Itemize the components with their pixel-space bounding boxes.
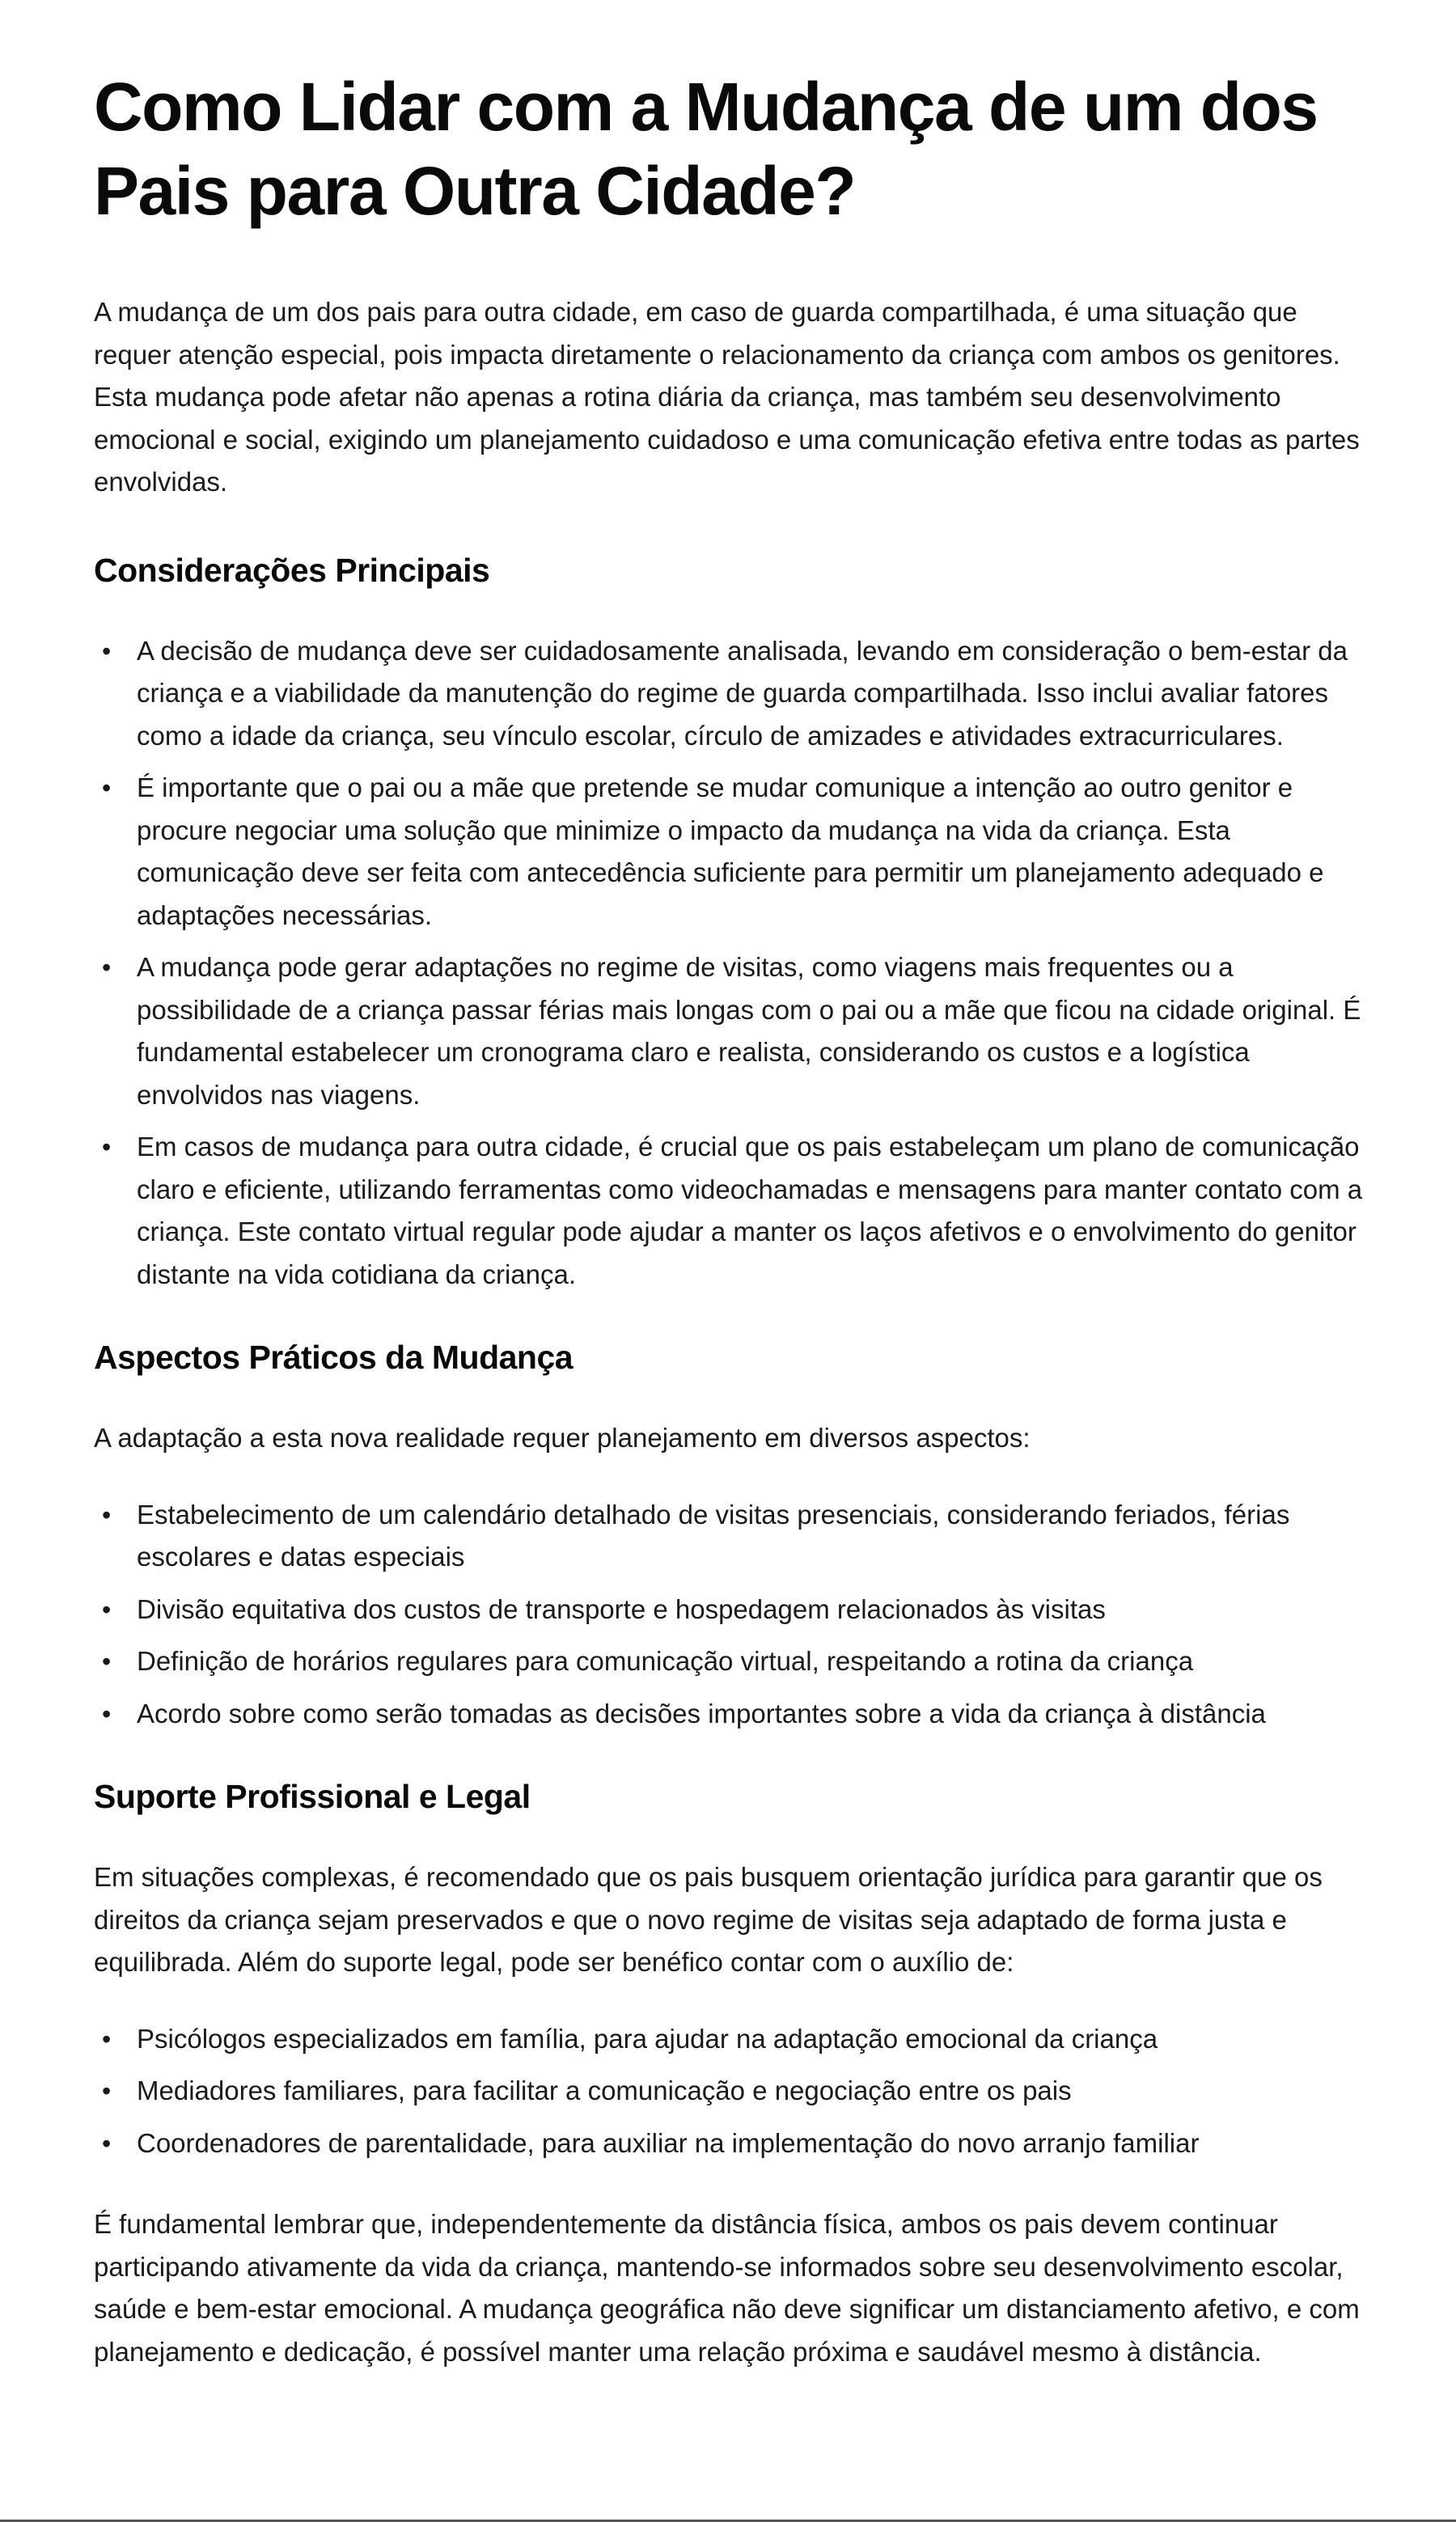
list-item: • Divisão equitativa dos custos de transporte e hospedagem relacionados às visitas xyxy=(94,1589,1372,1631)
bullet-icon: • xyxy=(102,1132,112,1162)
bullet-icon: • xyxy=(102,773,112,802)
list-item: • Em casos de mudança para outra cidade, é crucial que os pais estabeleçam um plano de comunicação claro e eficiente, utilizando ferramentas como videochamadas e mensagens para manter contato com a criança. Este contato virtual regular pode ajudar a manter os laços afetivos e o envolvimento do genitor distante na vida cotidiana da criança. xyxy=(94,1126,1372,1296)
support-intro: Em situações complexas, é recomendado que os pais busquem orientação jurídica para garantir que os direitos da criança sejam preservados e que o novo regime de visitas seja adaptado de forma justa e equilibrada. Além do suporte legal, pode ser benéfico contar com o auxílio de: xyxy=(94,1862,1323,1977)
section-heading-support: Suporte Profissional e Legal xyxy=(94,1778,531,1815)
section-heading-considerations: Considerações Principais xyxy=(94,551,490,589)
list-item: • Psicólogos especializados em família, para ajudar na adaptação emocional da criança xyxy=(94,2018,1372,2061)
list-item: • Estabelecimento de um calendário detalhado de visitas presenciais, considerando feriados, férias escolares e datas especiais xyxy=(94,1494,1372,1579)
conclusion-paragraph: É fundamental lembrar que, independentemente da distância física, ambos os pais devem continuar participando ativamente da vida da criança, mantendo-se informados sobre seu desenvolvimento escolar, saúde e bem-estar emocional. A mudança geográfica não deve significar um distanciamento afetivo, e com planejamento e dedicação, é possível manter uma relação próxima e saudável mesmo à distância. xyxy=(94,2209,1360,2367)
considerations-list xyxy=(94,630,1372,1297)
article xyxy=(94,65,1372,2417)
list-item: • Definição de horários regulares para comunicação virtual, respeitando a rotina da criança xyxy=(94,1640,1372,1683)
bullet-icon: • xyxy=(102,1500,112,1530)
list-item: • Mediadores familiares, para facilitar a comunicação e negociação entre os pais xyxy=(94,2070,1372,2113)
list-item: • Coordenadores de parentalidade, para auxiliar na implementação do novo arranjo familiar xyxy=(94,2122,1372,2165)
list-item: • É importante que o pai ou a mãe que pretende se mudar comunique a intenção ao outro genitor e procure negociar uma solução que minimize o impacto da mudança na vida da criança. Esta comunicação deve ser feita com antecedência suficiente para permitir um planejamento adequado e adaptações necessárias. xyxy=(94,767,1372,937)
practical-intro: A adaptação a esta nova realidade requer planejamento em diversos aspectos: xyxy=(94,1423,1031,1453)
bullet-icon: • xyxy=(102,1594,112,1624)
intro-paragraph: A mudança de um dos pais para outra cidade, em caso de guarda compartilhada, é uma situação que requer atenção especial, pois impacta diretamente o relacionamento da criança com ambos os genitores. Esta mudança pode afetar não apenas a rotina diária da criança, mas também seu desenvolvimento emocional e social, exigindo um planejamento cuidadoso e uma comunicação efetiva entre todas as partes envolvidas. xyxy=(94,297,1360,497)
bullet-icon: • xyxy=(102,636,112,666)
page-title: Como Lidar com a Mudança de um dos Pais para Outra Cidade? xyxy=(94,69,1318,229)
bullet-icon: • xyxy=(102,953,112,982)
section-heading-practical: Aspectos Práticos da Mudança xyxy=(94,1339,574,1376)
bullet-icon: • xyxy=(102,1699,112,1729)
bullet-icon: • xyxy=(102,2076,112,2105)
list-item: • A mudança pode gerar adaptações no regime de visitas, como viagens mais frequentes ou a possibilidade de a criança passar férias mais longas com o pai ou a mãe que ficou na cidade original. É fundamental estabelecer um cronograma claro e realista, considerando os custos e a logística envolvidos nas viagens. xyxy=(94,946,1372,1116)
support-list xyxy=(94,2018,1372,2165)
bullet-icon: • xyxy=(102,2024,112,2054)
bullet-icon: • xyxy=(102,1647,112,1676)
bullet-icon: • xyxy=(102,2128,112,2158)
list-item: • A decisão de mudança deve ser cuidadosamente analisada, levando em consideração o bem-estar da criança e a viabilidade da manutenção do regime de guarda compartilhada. Isso inclui avaliar fatores como a idade da criança, seu vínculo escolar, círculo de amizades e atividades extracurriculares. xyxy=(94,630,1372,758)
practical-list xyxy=(94,1494,1372,1736)
list-item: • Acordo sobre como serão tomadas as decisões importantes sobre a vida da criança à distância xyxy=(94,1693,1372,1736)
